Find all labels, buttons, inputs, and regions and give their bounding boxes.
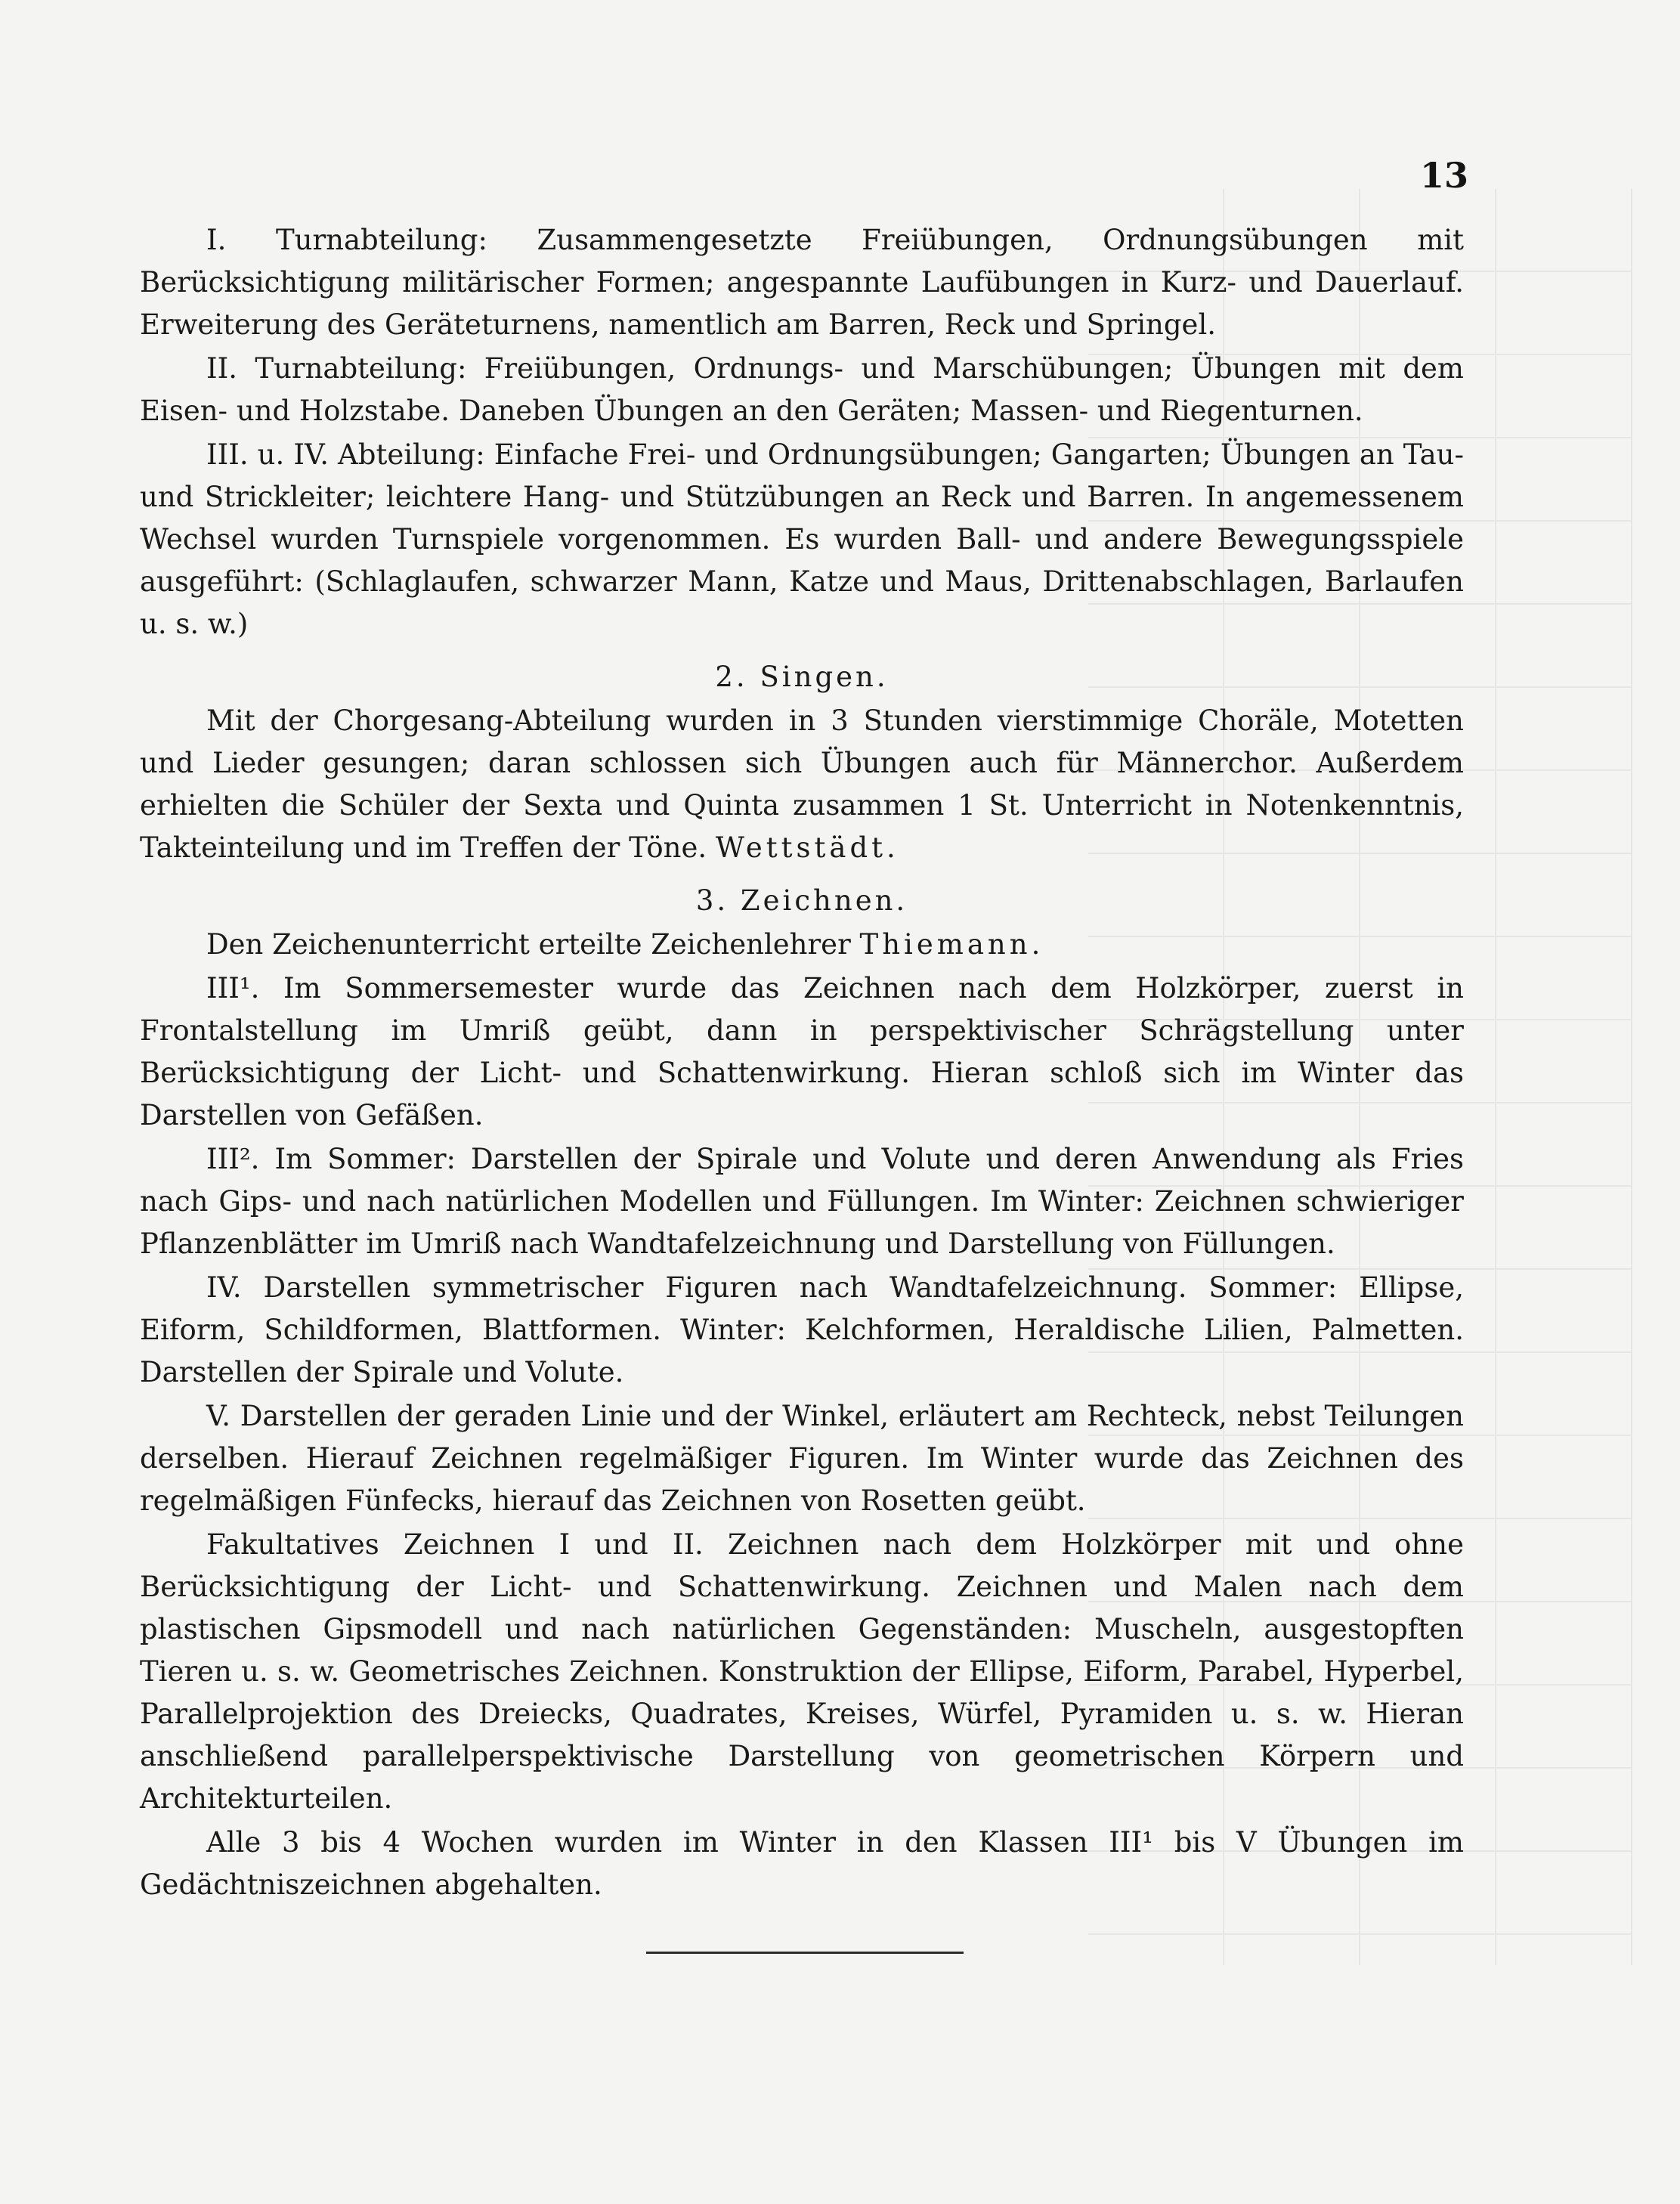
zeichnen-gedaechtnis: Alle 3 bis 4 Wochen wurden im Winter in den Klassen III¹ bis V Übungen im Gedächtniszeichnen abgehalten. [140, 1826, 1464, 1901]
page-number: 13 [1419, 155, 1468, 196]
zeichnen-intro-paragraph [140, 924, 1464, 966]
zeichnen-v: V. Darstellen der geraden Linie und der Winkel, erläutert am Rechteck, nebst Teilungen derselben. Hierauf Zeichnen regelmäßiger Figuren. Im Winter wurde das Zeichnen des regelmäßigen Fünfecks, hierauf das Zeichnen von Rosetten geübt. [140, 1400, 1464, 1517]
singen-text: Mit der Chorgesang-Abteilung wurden in 3 Stunden vierstimmige Choräle, Motetten und Lieder gesungen; daran schlossen sich Übungen auch für Männerchor. Außerdem erhielten die Schüler der Sexta und Quinta zusammen 1 St. Unterricht in Notenkenntnis, Takteinteilung und im Treffen der Töne. [140, 704, 1464, 864]
turnabteilung-2: II. Turnabteilung: Freiübungen, Ordnungs- und Marschübungen; Übungen mit dem Eisen- und Holzstabe. Daneben Übungen an den Geräten; Massen- und Riegenturnen. [140, 352, 1464, 427]
zeichnen-iii1: III¹. Im Sommersemester wurde das Zeichnen nach dem Holzkörper, zuerst in Frontalstellung im Umriß geübt, dann in perspektivischer Schrägstellung unter Berücksichtigung der Licht- und Schattenwirkung. Hieran schloß sich im Winter das Darstellen von Gefäßen. [140, 972, 1464, 1131]
singen-paragraph [140, 700, 1464, 869]
turnabteilung-3-4: III. u. IV. Abteilung: Einfache Frei- und Ordnungsübungen; Gangarten; Übungen an Tau- und Strickleiter; leichtere Hang- und Stützübungen an Reck und Barren. In angemessenem Wechsel wurden Turnspiele vorgenommen. Es wurden Ball- und andere Bewegungsspiele ausgeführt: (Schlaglaufen, schwarzer Mann, Katze und Maus, Drittenabschlagen, Barlaufen u. s. w.) [140, 438, 1464, 640]
zeichnen-fakultativ: Fakultatives Zeichnen I und II. Zeichnen nach dem Holzkörper mit und ohne Berücksichtigung der Licht- und Schattenwirkung. Zeichnen und Malen nach dem plastischen Gipsmodell und nach natürlichen Gegenständen: Muscheln, ausgestopften Tieren u. s. w. Geometrisches Zeichnen. Konstruktion der Ellipse, Eiform, Parabel, Hyperbel, Parallelprojektion des Dreiecks, Quadrates, Kreises, Würfel, Pyramiden u. s. w. Hieran anschließend parallelperspektivische Darstellung von geometrischen Körpern und Architekturteilen. [140, 1528, 1464, 1815]
heading-singen: 2. Singen. [715, 661, 889, 693]
closing-rule [646, 1952, 964, 1954]
zeichnen-intro: Den Zeichenunterricht erteilte Zeichenlehrer [206, 928, 851, 961]
body-text [140, 219, 1464, 1908]
zeichnen-iv: IV. Darstellen symmetrischer Figuren nach Wandtafelzeichnung. Sommer: Ellipse, Eiform, Schildformen, Blattformen. Winter: Kelchformen, Heraldische Lilien, Palmetten. Darstellen der Spirale und Volute. [140, 1271, 1464, 1388]
zeichnen-iii2: III². Im Sommer: Darstellen der Spirale und Volute und deren Anwendung als Fries nach Gips- und nach natürlichen Modellen und Füllungen. Im Winter: Zeichnen schwieriger Pflanzenblätter im Umriß nach Wandtafelzeichnung und Darstellung von Füllungen. [140, 1143, 1464, 1260]
singen-teacher: Wettstädt. [715, 831, 899, 864]
zeichnen-teacher: Thiemann. [859, 928, 1044, 961]
heading-zeichnen: 3. Zeichnen. [695, 884, 908, 917]
turnabteilung-1: I. Turnabteilung: Zusammengesetzte Freiübungen, Ordnungsübungen mit Berücksichtigung militärischer Formen; angespannte Laufübungen in Kurz- und Dauerlauf. Erweiterung des Geräteturnens, namentlich am Barren, Reck und Springel. [140, 224, 1464, 341]
